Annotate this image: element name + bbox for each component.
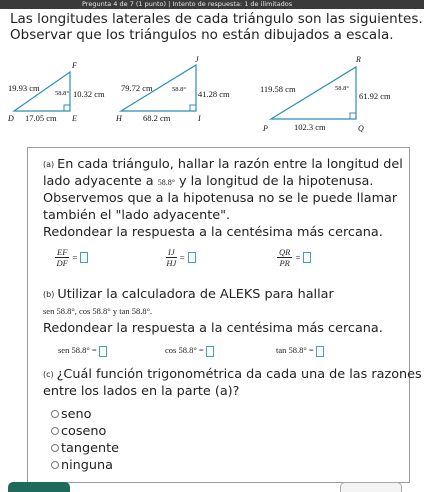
fraction-ef-df: $\frac{EF}{DF}$ [56,247,68,268]
tan-row [276,345,324,357]
intro-line-2: Observar que los triángulos no están dibujados a escala. [10,27,394,43]
part-b-line-1 [43,286,334,303]
option-coseno[interactable]: coseno [51,423,106,440]
vertex-p: P [263,124,268,133]
ratio-ij-hj: $\frac{IJ}{HJ}$ = [166,247,196,268]
radio-icon[interactable] [51,461,59,469]
ratio-qr-pr: $\frac{QR}{PR}$ = [277,247,311,268]
fraction-qr-pr: $\frac{QR}{PR}$ [279,247,291,268]
part-c-text-1: ¿Cuál función trigonométrica da cada una de las razones [56,367,422,382]
angle-label-3: 58.8° [335,85,349,92]
part-a-line-4: también el "lado adyacente". [43,208,231,223]
ratio-ef-df: $\frac{EF}{DF}$ = [55,247,88,268]
angle-label-2: 58.8° [172,86,186,93]
adj-label-3: 102.3 cm [294,122,326,132]
intro-line-1: Las longitudes laterales de cada triángulo son las siguientes. [10,11,423,27]
adj-label-2: 68.2 cm [143,113,171,123]
opp-label-3: 61.92 cm [359,91,391,101]
vertex-f: F [72,61,77,70]
radio-icon[interactable] [51,427,59,435]
angle-label-1: 58.8° [55,90,69,97]
opp-label-2: 41.28 cm [198,89,230,99]
part-a-line-3: Observemos que a la hipotenusa no se le puede llamar [43,191,398,206]
part-c-line-1 [43,366,422,383]
hyp-label-2: 79.72 cm [121,83,153,93]
part-a-line-5: Redondear la respuesta a la centésima más cercana. [43,225,383,240]
answer-box-tan[interactable] [316,346,324,357]
vertex-j: J [195,55,199,64]
part-a-line-1 [43,156,403,173]
vertex-q: Q [358,124,364,133]
radio-icon[interactable] [51,444,59,452]
part-c-line-2: entre los lados en la parte (a)? [43,384,240,399]
vertex-e: E [72,114,77,123]
sen-row [58,345,107,357]
opp-label-1: 10.32 cm [73,89,105,99]
part-a-text-2a: lado adyacente a [43,174,158,189]
primary-action-button[interactable] [8,482,70,492]
secondary-action-button[interactable] [340,482,402,492]
vertex-i: I [198,114,201,123]
part-b-line-3: Redondear la respuesta a la centésima más cercana. [43,321,383,336]
part-c-tag: (c) [43,370,54,379]
vertex-d: D [8,114,14,123]
part-a-text-2b: y la longitud de la hipotenusa. [174,174,374,189]
fraction-ij-hj: $\frac{IJ}{HJ}$ [166,247,177,268]
question-parts-panel [27,147,422,483]
vertex-h: H [116,114,122,123]
triangle-hij [115,55,230,123]
part-a-tag: (a) [43,160,55,169]
triangle-pqr [260,55,391,133]
hyp-label-1: 19.93 cm [8,83,40,93]
part-a-text-1: En cada triángulo, hallar la razón entre la longitud del [57,157,403,172]
triangle-figures [0,55,424,145]
answer-box-cos[interactable] [206,346,214,357]
answer-box-sen[interactable] [99,346,107,357]
answer-box-ef-df[interactable] [80,252,88,263]
cos-row [165,345,214,357]
answer-box-qr-pr[interactable] [303,252,311,263]
question-intro [10,11,423,43]
answer-box-ij-hj[interactable] [188,252,196,263]
sen-label: sen 58.8° = [58,345,97,355]
hyp-label-3: 119.58 cm [260,84,296,94]
triangles-svg [0,55,424,145]
cos-label: cos 58.8° = [165,345,204,355]
part-b-functions: sen 58.8°, cos 58.8° y tan 58.8°. [43,306,153,316]
triangle-def [7,61,105,123]
adj-label-1: 17.05 cm [25,113,57,123]
part-a-angle: 58.8° [157,178,175,187]
vertex-r: R [356,55,361,64]
option-tangente[interactable]: tangente [51,440,119,457]
option-ninguna[interactable]: ninguna [51,457,113,474]
part-b-tag: (b) [43,290,55,299]
part-b-text-1: Utilizar la calculadora de ALEKS para hallar [57,287,334,302]
question-status-bar: Pregunta 4 de 7 (1 punto) | Intento de respuesta: 1 de ilimitados [0,0,424,9]
part-a-line-2 [43,173,373,191]
option-seno[interactable]: seno [51,406,91,423]
tan-label: tan 58.8° = [276,345,314,355]
radio-icon[interactable] [51,410,59,418]
